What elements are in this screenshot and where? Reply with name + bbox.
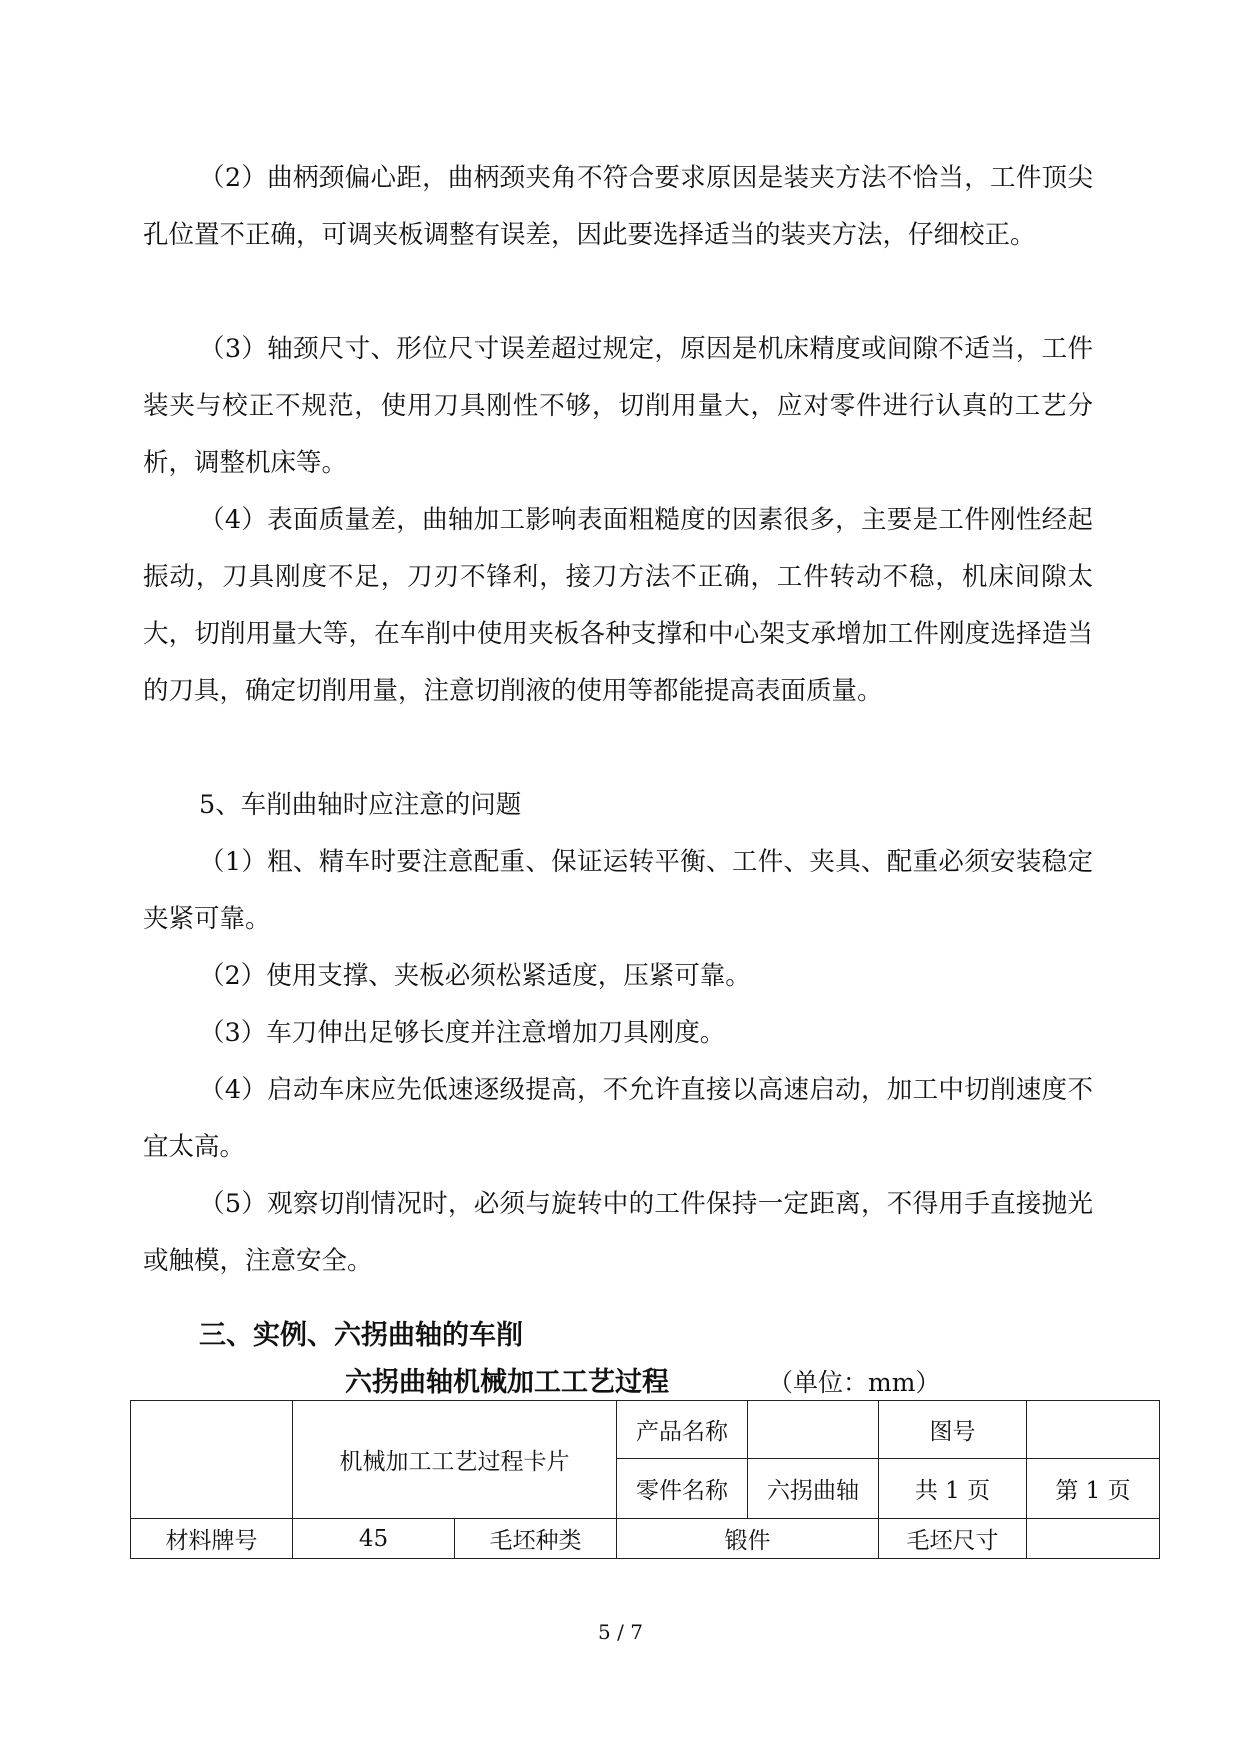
part-name-label: 零件名称 — [617, 1459, 748, 1519]
material-value: 45 — [293, 1519, 455, 1559]
paragraph-note-4: （4）启动车床应先低速逐级提高，不允许直接以高速启动，加工中切削速度不宜太高。 — [143, 1075, 1093, 1162]
material-label: 材料牌号 — [131, 1519, 293, 1559]
page-number: 5 / 7 — [598, 1620, 643, 1644]
table-title: 六拐曲轴机械加工工艺过程 — [345, 1367, 669, 1398]
drawing-no-label: 图号 — [879, 1401, 1027, 1459]
paragraph-crank-eccentricity: （2）曲柄颈偏心距，曲柄颈夹角不符合要求原因是装夹方法不恰当，工件顶尖孔位置不正确，可调夹板调整有误差，因此要选择适当的装夹方法，仔细校正。 — [143, 163, 1093, 250]
product-name-label: 产品名称 — [617, 1401, 748, 1459]
current-page: 第 1 页 — [1027, 1459, 1160, 1519]
paragraph-section-5: 5、车削曲轴时应注意的问题 — [199, 790, 522, 820]
table-row — [131, 1519, 1160, 1559]
paragraph-note-1: （1）粗、精车时要注意配重、保证运转平衡、工件、夹具、配重必须安装稳定夹紧可靠。 — [143, 847, 1093, 934]
paragraph-note-2: （2）使用支撑、夹板必须松紧适度，压紧可靠。 — [199, 961, 751, 991]
total-pages: 共 1 页 — [879, 1459, 1027, 1519]
product-name-value — [748, 1401, 879, 1459]
logo-cell — [131, 1401, 293, 1519]
blank-size-label: 毛坯尺寸 — [879, 1519, 1027, 1559]
paragraph-journal-size: （3）轴颈尺寸、形位尺寸误差超过规定，原因是机床精度或间隙不适当，工件装夹与校正不规范，使用刀具刚性不够，切削用量大，应对零件进行认真的工艺分析，调整机床等。 — [143, 334, 1093, 478]
section-heading: 三、实例、六拐曲轴的车削 — [199, 1320, 523, 1351]
part-name-value: 六拐曲轴 — [748, 1459, 879, 1519]
paragraph-note-3: （3）车刀伸出足够长度并注意增加刀具刚度。 — [199, 1018, 726, 1048]
blank-size-value — [1027, 1519, 1160, 1559]
paragraph-surface-quality: （4）表面质量差，曲轴加工影响表面粗糙度的因素很多，主要是工件刚性经起振动，刀具刚度不足，刀刃不锋利，接刀方法不正确，工件转动不稳，机床间隙太大，切削用量大等，在车削中使用夹板各种支撑和中心架支承增加工件刚度选择造当的刀具，确定切削用量，注意切削液的使用等都能提高表面质量。 — [143, 505, 1093, 706]
blank-type-label: 毛坯种类 — [455, 1519, 617, 1559]
table-row — [131, 1401, 1160, 1459]
paragraph-note-5: （5）观察切削情况时，必须与旋转中的工件保持一定距离，不得用手直接抛光或触模，注意安全。 — [143, 1189, 1093, 1276]
card-name-cell: 机械加工工艺过程卡片 — [293, 1401, 617, 1519]
process-card-table — [130, 1400, 1160, 1559]
drawing-no-value — [1027, 1401, 1160, 1459]
blank-type-value: 锻件 — [617, 1519, 879, 1559]
table-unit: （单位：mm） — [768, 1368, 941, 1397]
